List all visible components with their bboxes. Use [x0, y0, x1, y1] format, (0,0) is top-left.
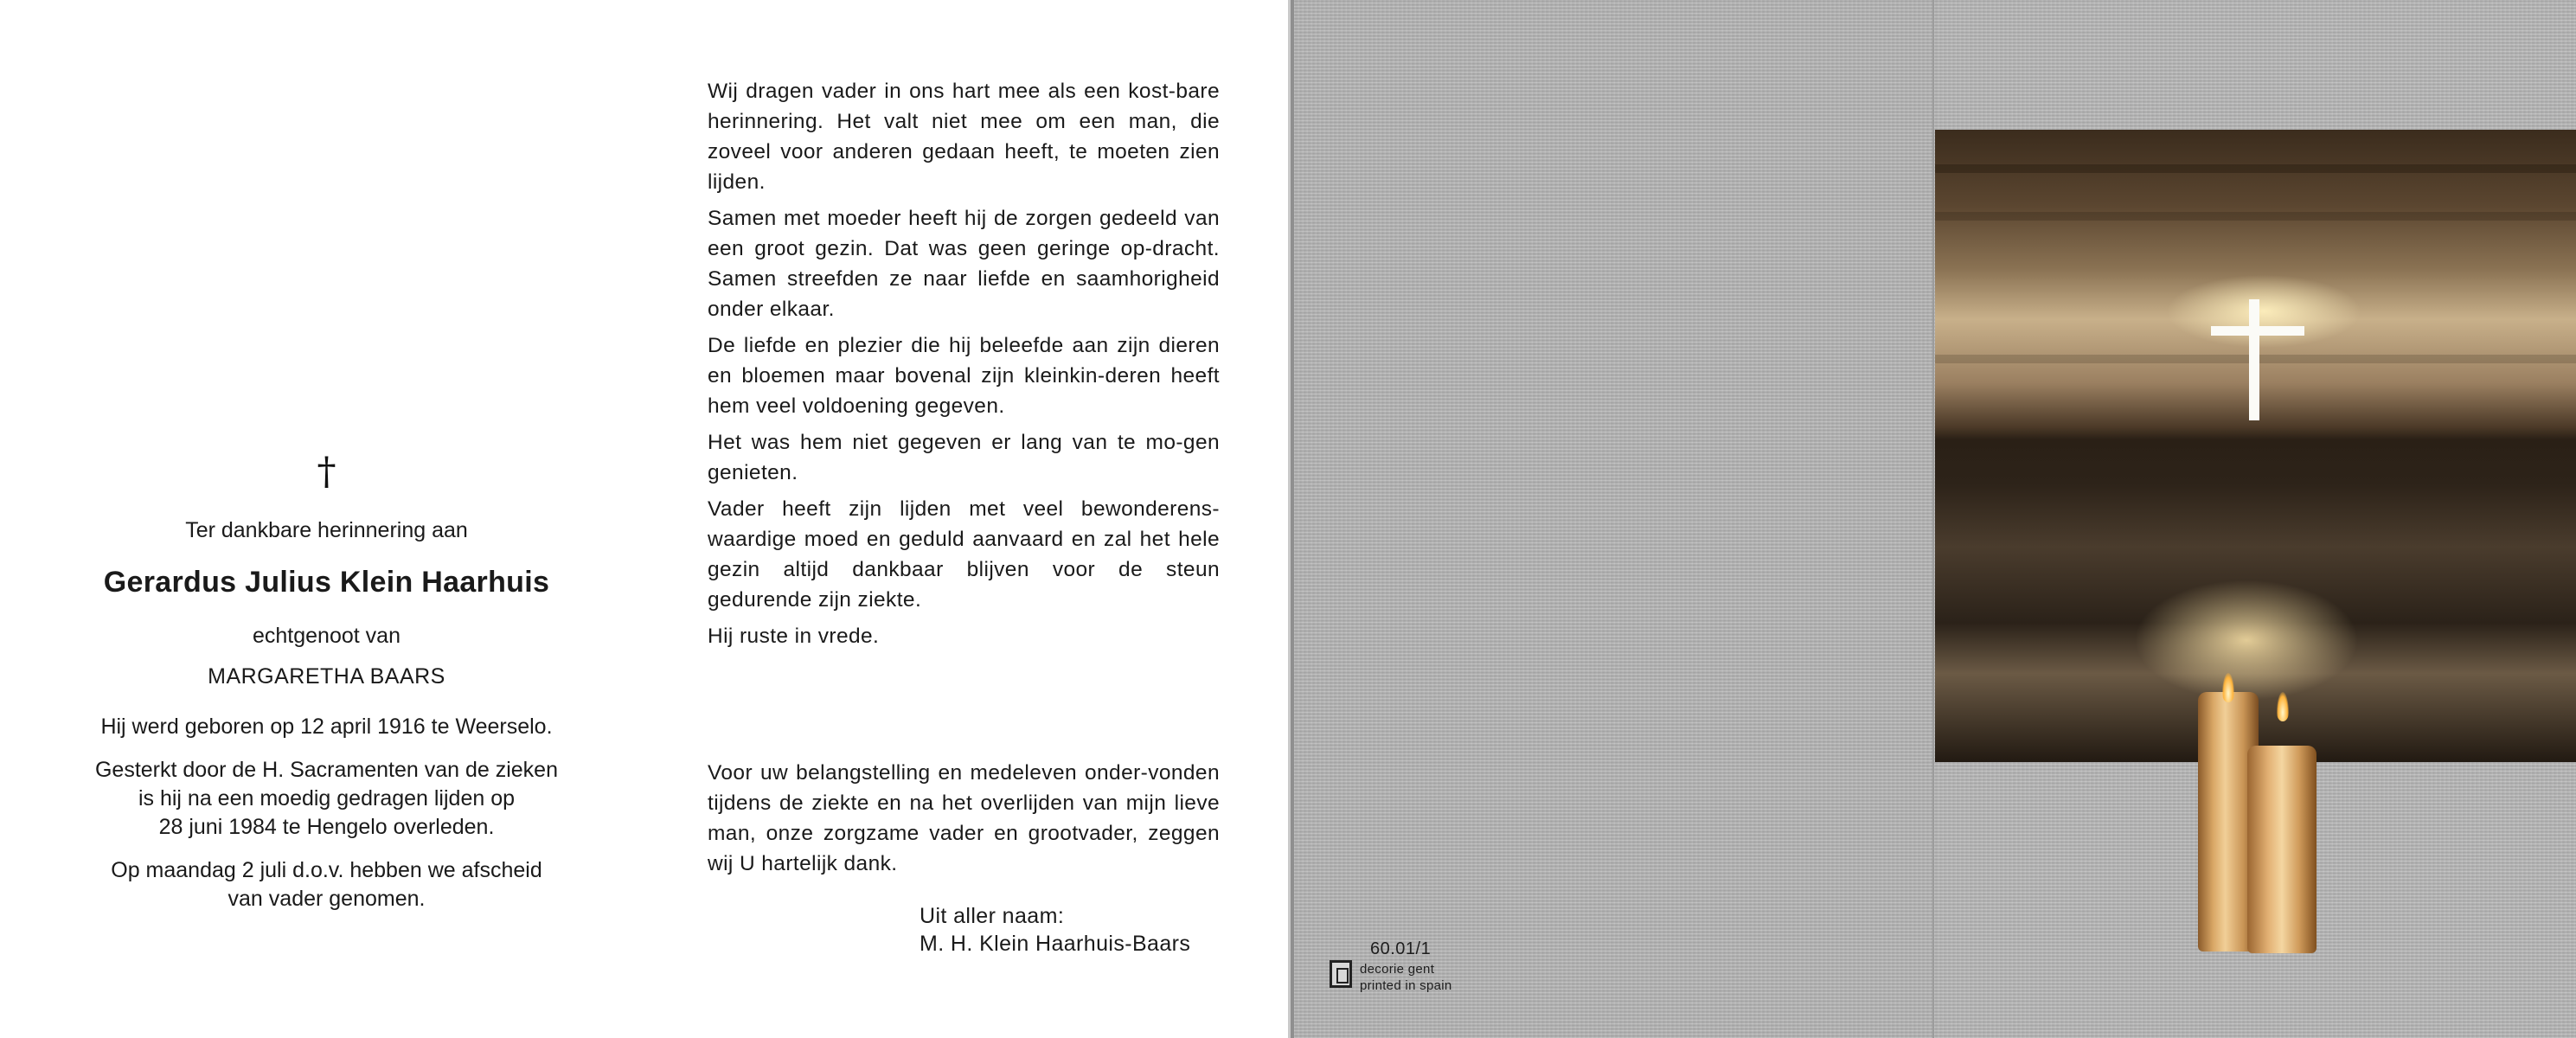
signoff-text: Uit aller naam: — [920, 904, 1065, 928]
cross-icon: † — [317, 450, 336, 494]
printer-line: printed in spain — [1360, 978, 1452, 993]
candle-icon — [2247, 746, 2316, 953]
back-cover — [1291, 0, 1932, 1038]
printer-logo-icon — [1330, 960, 1352, 988]
death-line: Gesterkt door de H. Sacramenten van de zieken — [94, 758, 558, 782]
memorial-paragraph: Wij dragen vader in ons hart mee als een kost-bare herinnering. Het valt niet mee om een man, die zoveel voor anderen gedaan heeft, te moeten zien lijden. — [708, 80, 1220, 194]
intro-text: Ter dankbare herinnering aan — [185, 518, 468, 542]
signature-text: M. H. Klein Haarhuis-Baars — [920, 932, 1191, 956]
memorial-paragraph: Vader heeft zijn lijden met veel bewonderens-waardige moed en geduld aanvaard en zal het hele gezin altijd dankbaar blijven voor de steun gedurende zijn ziekte. — [708, 497, 1220, 612]
memorial-paragraph: Samen met moeder heeft hij de zorgen gedeeld van een groot gezin. Dat was geen geringe op-dracht. Samen streefden ze naar liefde en saamhorigheid onder elkaar. — [708, 207, 1220, 321]
printer-line: decorie gent — [1360, 962, 1435, 977]
print-code: 60.01/1 — [1370, 939, 1432, 958]
thanks-text: Voor uw belangstelling en medeleven onder-vonden tijdens de ziekte en na het overlijden van mijn lieve man, onze zorgzame vader en grootvader, zeggen wij U hartelijk dank. — [708, 761, 1220, 875]
white-cross-icon — [2249, 299, 2259, 420]
inner-right-page — [653, 0, 1291, 1038]
memorial-text — [708, 76, 1220, 657]
deceased-name: Gerardus Julius Klein Haarhuis — [103, 566, 550, 599]
memorial-paragraph: Hij ruste in vrede. — [708, 625, 880, 648]
memorial-paragraph: De liefde en plezier die hij beleefde aan zijn dieren en bloemen maar bovenal zijn kleinkin-deren heeft hem veel voldoening gegeven. — [708, 334, 1220, 418]
birth-line: Hij werd geboren op 12 april 1916 te Weerselo. — [100, 714, 553, 739]
sunset-sea-image — [1935, 130, 2576, 762]
death-line: 28 juni 1984 te Hengelo overleden. — [158, 815, 495, 839]
death-line: is hij na een moedig gedragen lijden op — [138, 786, 516, 811]
inner-left-page — [0, 0, 653, 1038]
farewell-line: Op maandag 2 juli d.o.v. hebben we afscheid — [111, 858, 542, 882]
spouse-name: MARGARETHA BAARS — [208, 664, 445, 689]
white-cross-icon — [2211, 326, 2304, 336]
memorial-paragraph: Het was hem niet gegeven er lang van te mo-gen genieten. — [708, 431, 1220, 484]
relation-text: echtgenoot van — [253, 624, 400, 648]
farewell-line: van vader genomen. — [227, 887, 426, 911]
